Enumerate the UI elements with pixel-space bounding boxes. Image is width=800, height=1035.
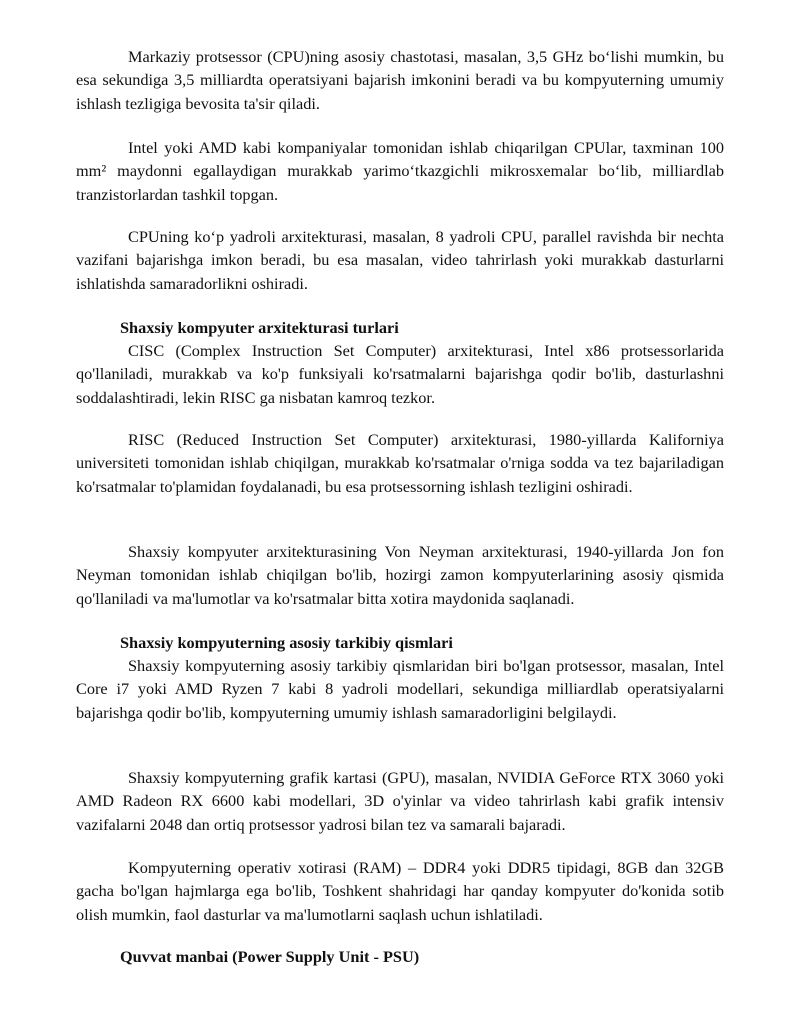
paragraph-gpu: Shaxsiy kompyuterning grafik kartasi (GPU), masalan, NVIDIA GeForce RTX 3060 yoki AMD Radeon RX 6600 kabi modellari, 3D o'yinlar va video tahrirlash kabi grafik intensiv vazifalarni 2048 dan ortiq protsessor yadrosi bilan tez va samarali bajaradi.: [76, 768, 724, 834]
paragraph-cisc: CISC (Complex Instruction Set Computer) arxitekturasi, Intel x86 protsessorlarida qo'llaniladi, murakkab va ko'p funksiyali ko'rsatmalarni bajarishga qodir bo'lib, dasturlashni soddalashtiradi, lekin RISC ga nisbatan kamroq tezkor.: [76, 341, 724, 407]
paragraph-von-neumann: Shaxsiy kompyuter arxitekturasining Von Neyman arxitekturasi, 1940-yillarda Jon fon Neyman tomonidan ishlab chiqilgan bo'lib, hozirgi zamon kompyuterlarining asosiy qismida qo'llaniladi va ma'lumotlar va ko'rsatmalar bitta xotira maydonida saqlanadi.: [76, 542, 724, 608]
paragraph-cpu-multicore: CPUning ko‘p yadroli arxitekturasi, masalan, 8 yadroli CPU, parallel ravishda bir nechta vazifani bajarishga imkon beradi, bu esa masalan, video tahrirlash yoki murakkab dasturlarni ishlatishda samaradorlikni oshiradi.: [76, 227, 724, 293]
paragraph-risc: RISC (Reduced Instruction Set Computer) arxitekturasi, 1980-yillarda Kaliforniya universiteti tomonidan ishlab chiqilgan, murakkab ko'rsatmalar o'rniga sodda va tez bajariladigan ko'rsatmalar to'plamidan foydalanadi, bu esa protsessorning ishlash tezligini oshiradi.: [76, 430, 724, 496]
heading-architecture-types: Shaxsiy kompyuter arxitekturasi turlari: [120, 318, 399, 337]
heading-power-supply: Quvvat manbai (Power Supply Unit - PSU): [120, 947, 420, 966]
paragraph-ram: Kompyuterning operativ xotirasi (RAM) – DDR4 yoki DDR5 tipidagi, 8GB dan 32GB gacha bo'lgan hajmlarga ega bo'lib, Toshkent shahridagi har qanday kompyuter do'konida sotib olish mumkin, faol dasturlar va ma'lumotlarni saqlash uchun ishlatiladi.: [76, 858, 724, 924]
paragraph-processor: Shaxsiy kompyuterning asosiy tarkibiy qismlaridan biri bo'lgan protsessor, masalan, Intel Core i7 yoki AMD Ryzen 7 kabi 8 yadroli modellari, sekundiga milliardlab operatsiyalarni bajarishga qodir bo'lib, kompyuterning umumiy ishlash samaradorligini belgilaydi.: [76, 656, 724, 722]
heading-main-components: Shaxsiy kompyuterning asosiy tarkibiy qismlari: [120, 633, 453, 652]
paragraph-cpu-frequency: Markaziy protsessor (CPU)ning asosiy chastotasi, masalan, 3,5 GHz bo‘lishi mumkin, bu esa sekundiga 3,5 milliardta operatsiyani bajarish imkonini beradi va bu kompyuterning umumiy ishlash tezligiga bevosita ta'sir qiladi.: [76, 47, 724, 113]
paragraph-cpu-manufacturing: Intel yoki AMD kabi kompaniyalar tomonidan ishlab chiqarilgan CPUlar, taxminan 100 mm² maydonni egallaydigan murakkab yarimo‘tkazgichli mikrosxemalar bo‘lib, milliardlab tranzistorlardan tashkil topgan.: [76, 138, 724, 204]
